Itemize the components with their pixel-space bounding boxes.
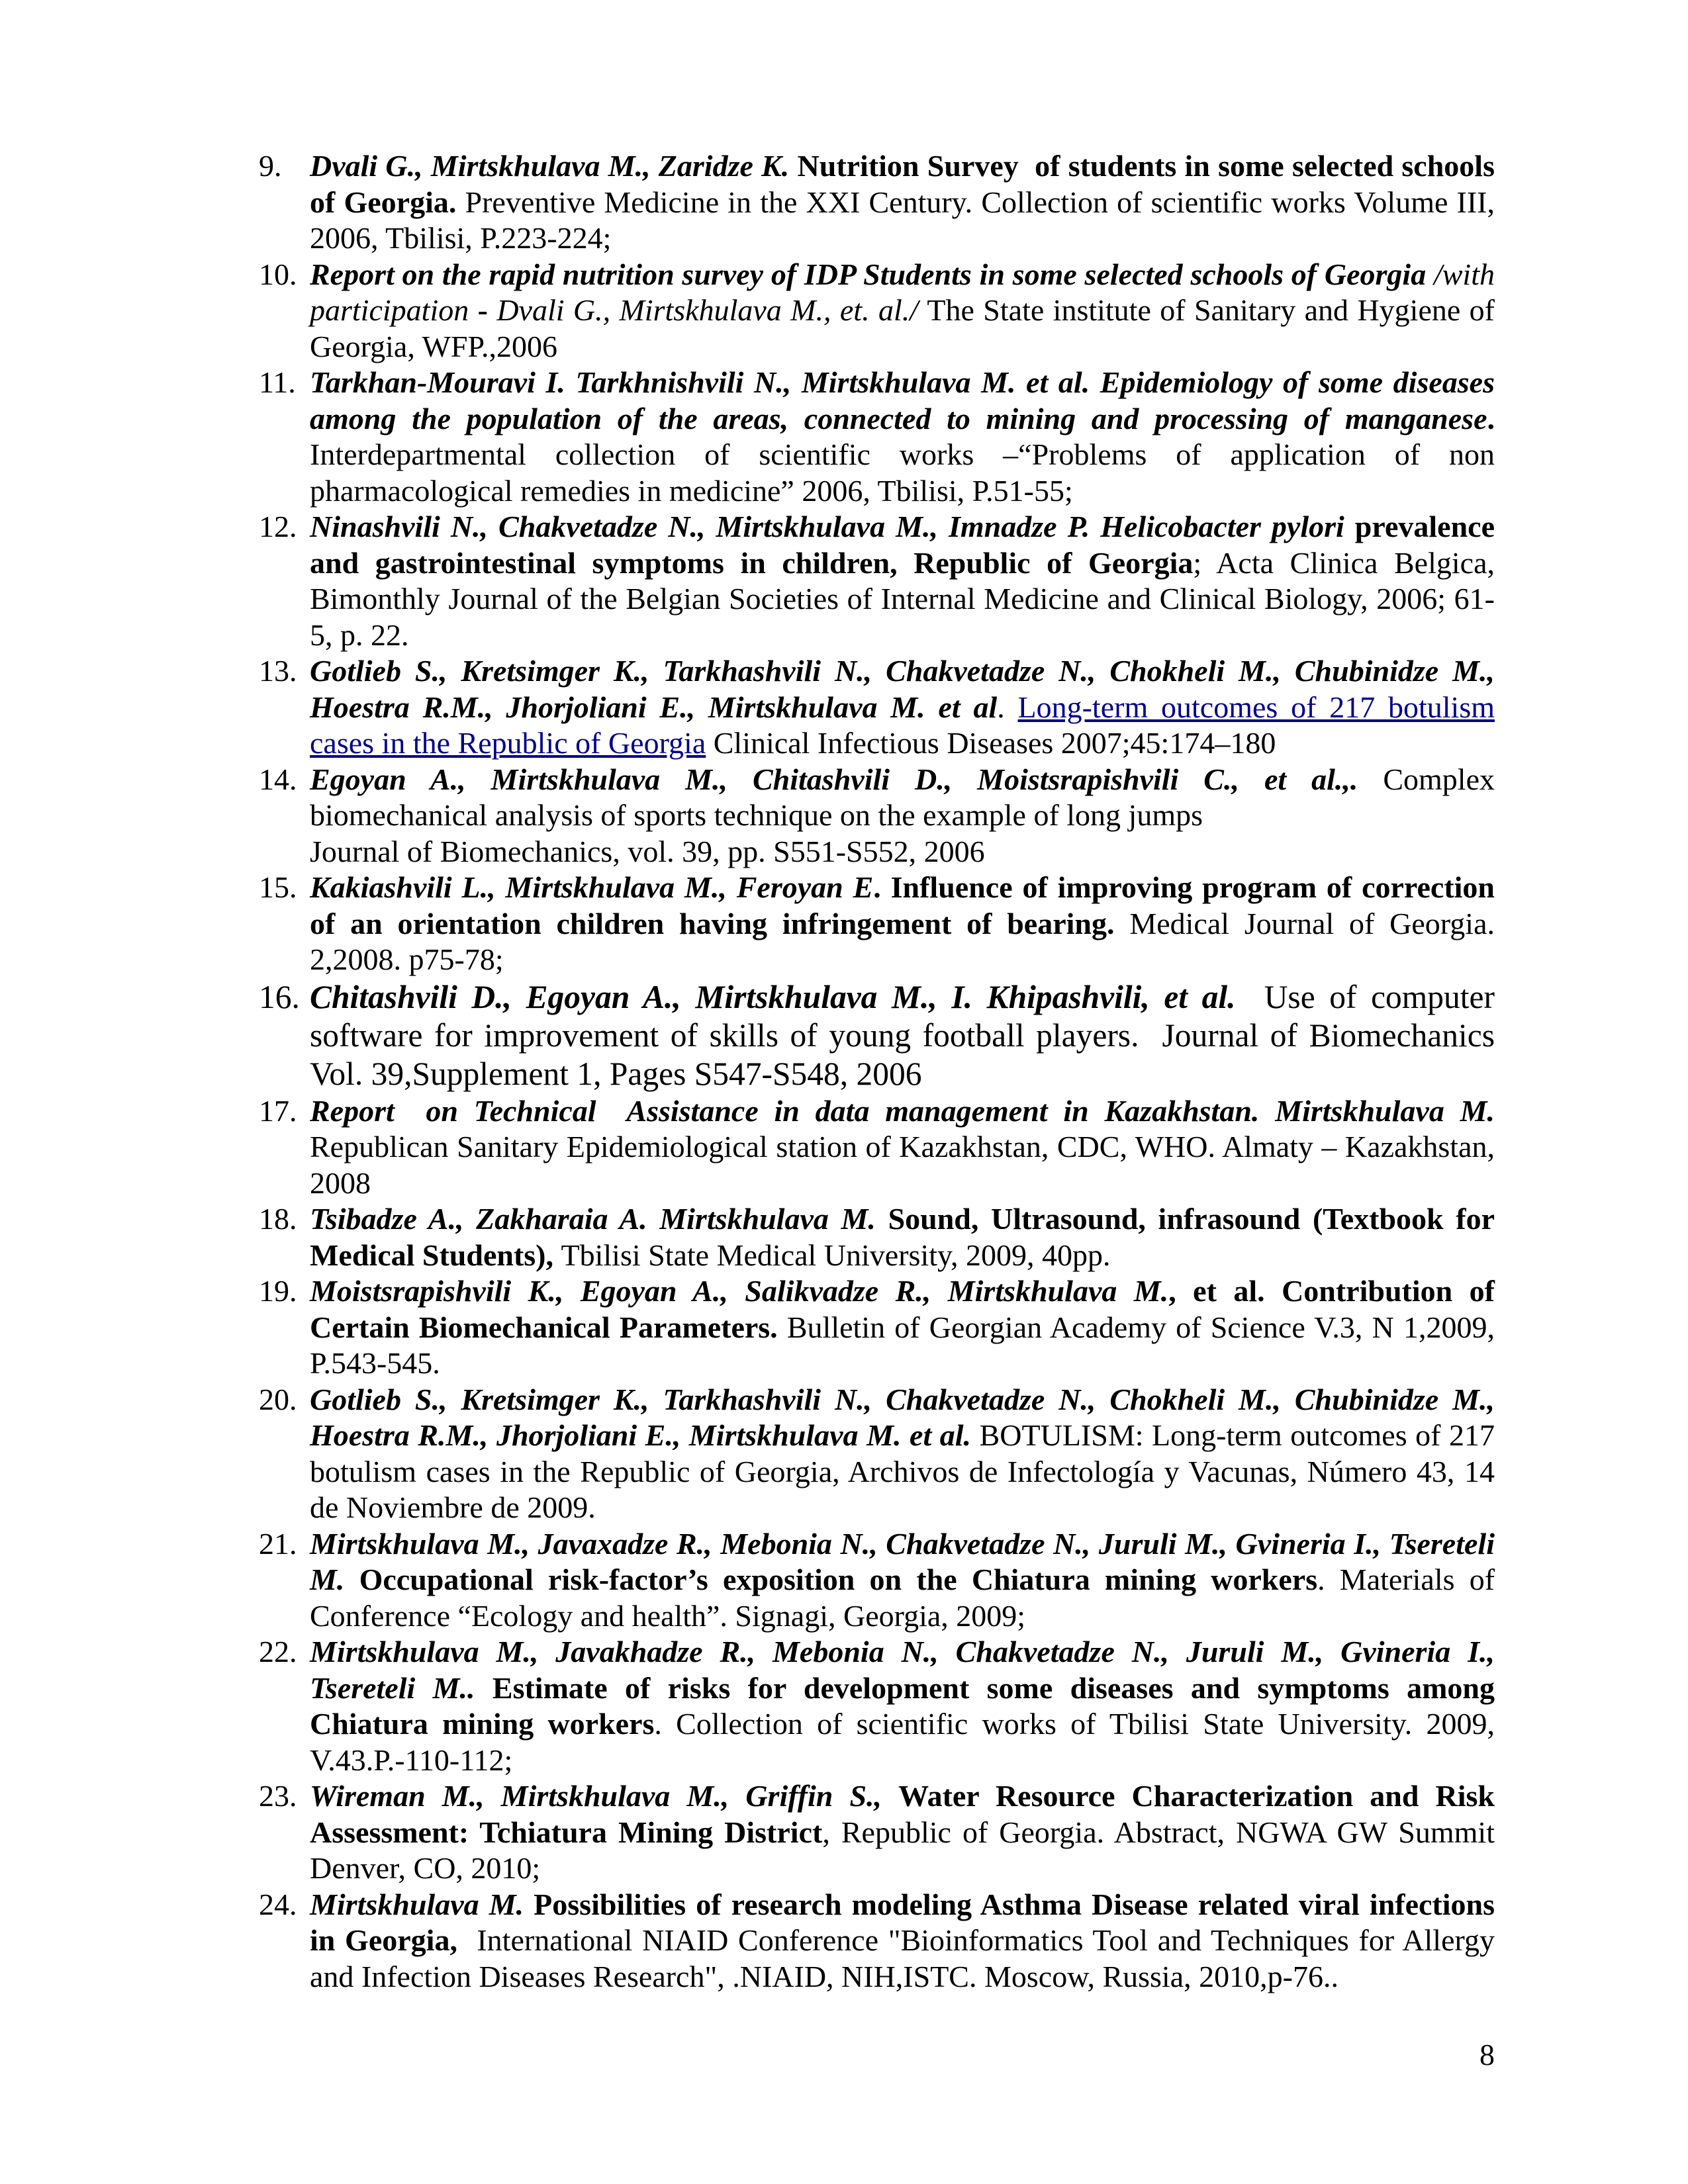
- text-segment: , et al. Contribution of Certain Biomechanical Parameters.: [310, 1274, 1495, 1344]
- text-segment: Nutrition Survey of students in some selected schools of Georgia.: [310, 149, 1495, 219]
- text-segment: Complex biomechanical analysis of sports technique on the example of long jumps: [310, 762, 1495, 832]
- text-segment: BOTULISM: Long-term outcomes of 217 botulism cases in the Republic of Georgia, Archivos de Infectología y Vacunas, Número 43, 14 de Noviembre de 2009.: [310, 1418, 1495, 1524]
- reference-item: [259, 653, 1495, 762]
- item-number: 11.: [259, 365, 296, 399]
- text-segment: Dvali G., Mirtskhulava M., Zaridze K.: [310, 149, 798, 183]
- text-segment: Tsibadze A., Zakharaia A. Mirtskhulava M.: [310, 1202, 888, 1236]
- reference-text: [310, 1274, 1495, 1380]
- reference-item: [259, 1778, 1495, 1887]
- text-segment: , Republic of Georgia. Abstract, NGWA GW Summit Denver, CO, 2010;: [310, 1815, 1495, 1885]
- text-segment: Medical Journal of Georgia. 2,2008. p75-78;: [310, 906, 1495, 976]
- text-segment: . Collection of scientific works of Tbilisi State University. 2009, V.43.P.-110-112;: [310, 1707, 1495, 1777]
- text-segment: /with participation: [310, 257, 1495, 327]
- text-segment: Tarkhan-Mouravi I. Tarkhnishvili N., Mirtskhulava M. et al. Epidemiology of some diseases among the population of the areas, connected to mining and processing of manganese: [310, 365, 1495, 435]
- reference-item: [259, 148, 1495, 257]
- item-number: 18.: [259, 1202, 297, 1236]
- item-number: 20.: [259, 1382, 297, 1416]
- reference-link[interactable]: Long-term outcomes of 217 botulism cases in the Republic of Georgia: [310, 690, 1495, 760]
- reference-item: [259, 1093, 1495, 1202]
- text-segment: Sound, Ultrasound, infrasound (Textbook for Medical Students),: [310, 1202, 1495, 1272]
- text-segment: Interdepartmental collection of scientific works –“Problems of application of non pharmacological remedies in medicine” 2006, Tbilisi, P.51-55;: [310, 437, 1495, 508]
- reference-item: [259, 1273, 1495, 1382]
- text-segment: The State institute of Sanitary and Hygiene of Georgia, WFP.,2006: [310, 293, 1495, 363]
- text-segment: ; Acta Clinica Belgica, Bimonthly Journal of the Belgian Societies of Internal Medicine and Clinical Biology, 2006; 61-5, p. 22.: [310, 545, 1495, 652]
- text-segment: Clinical Infectious Diseases 2007;45:174–180: [706, 726, 1276, 760]
- text-segment: -: [477, 293, 497, 327]
- item-number: 12.: [259, 510, 297, 543]
- text-segment: Report on the rapid nutrition survey of IDP Students in some selected schools of Georgia: [310, 257, 1434, 291]
- text-segment: . Materials of Conference “Ecology and health”. Signagi, Georgia, 2009;: [310, 1563, 1495, 1633]
- item-number: 23.: [259, 1779, 297, 1813]
- reference-text: [310, 979, 1495, 1092]
- reference-text: [310, 654, 1495, 760]
- text-segment: Report on Technical Assistance in data management in Kazakhstan. Mirtskhulava M.: [310, 1093, 1495, 1128]
- item-number: 14.: [259, 762, 297, 796]
- text-segment: Possibilities of research modeling Asthma Disease related viral infections in Georgia,: [310, 1887, 1495, 1957]
- text-segment: Ninashvili N., Chakvetadze N., Mirtskhulava M., Imnadze P. Helicobacter pylori: [310, 510, 1355, 543]
- text-segment: Water Resource Characterization and Risk Assessment: Tchiatura Mining District: [310, 1779, 1495, 1849]
- item-number: 21.: [259, 1526, 297, 1561]
- publication-list: [259, 148, 1495, 1995]
- reference-item: [259, 978, 1495, 1093]
- reference-text: [310, 149, 1495, 255]
- reference-text: [310, 1888, 1495, 1993]
- text-segment: . Influence of improving program of correction of an orientation children having infringement of bearing.: [310, 870, 1495, 940]
- text-segment: Journal of Biomechanics, vol. 39, pp. S551-S552, 2006: [310, 834, 985, 868]
- item-number: 16.: [259, 978, 300, 1015]
- text-segment: .: [997, 690, 1018, 724]
- reference-item: [259, 1887, 1495, 1995]
- text-segment: Moistsrapishvili K., Egoyan A., Salikvadze R., Mirtskhulava M.: [310, 1274, 1169, 1308]
- text-segment: Egoyan A., Mirtskhulava M., Chitashvili D., Moistsrapishvili C., et al.,.: [310, 762, 1383, 796]
- item-number: 19.: [259, 1274, 297, 1308]
- text-segment: Mirtskhulava M.: [310, 1887, 534, 1921]
- text-segment: Mirtskhulava M., Javakhadze R., Mebonia N., Chakvetadze N., Juruli M., Gvineria I., Tsereteli M..: [310, 1635, 1495, 1705]
- item-number: 10.: [259, 257, 297, 291]
- reference-item: [259, 365, 1495, 509]
- text-segment: International NIAID Conference "Bioinformatics Tool and Techniques for Allergy and Infection Diseases Research", .NIAID, NIH,ISTC. Moscow, Russia, 2010,p-76..: [310, 1923, 1495, 1993]
- text-segment: Republican Sanitary Epidemiological station of Kazakhstan, CDC, WHO. Almaty – Kazakhstan, 2008: [310, 1130, 1495, 1200]
- item-number: 17.: [259, 1093, 297, 1128]
- text-segment: Gotlieb S., Kretsimger K., Tarkhashvili N., Chakvetadze N., Chokheli M., Chubinidze M., Hoestra R.M., Jhorjoliani E., Mirtskhulava M. et al.: [310, 1382, 1495, 1452]
- reference-item: [259, 870, 1495, 978]
- reference-item: [259, 509, 1495, 653]
- text-segment: Estimate of risks for development some diseases and symptoms among Chiatura mining workers: [310, 1670, 1495, 1741]
- reference-item: [259, 762, 1495, 870]
- reference-text: [310, 365, 1495, 508]
- reference-text: [310, 1635, 1495, 1777]
- text-segment: Chitashvili D., Egoyan A., Mirtskhulava M., I. Khipashvili, et al.: [310, 978, 1250, 1015]
- text-segment: prevalence and gastrointestinal symptoms in children, Republic of Georgia: [310, 510, 1495, 580]
- text-segment: Gotlieb S., Kretsimger K., Tarkhashvili N., Chakvetadze N., Chokheli M., Chubinidze M., Hoestra R.M., Jhorjoliani E., Mirtskhulava M. et al: [310, 654, 1495, 724]
- reference-item: [259, 1526, 1495, 1635]
- reference-text: [310, 762, 1495, 868]
- item-number: 15.: [259, 870, 297, 904]
- reference-item: [259, 1382, 1495, 1526]
- text-segment: Kakiashvili L., Mirtskhulava M., Feroyan E: [310, 870, 874, 904]
- reference-text: [310, 1779, 1495, 1885]
- item-number: 24.: [259, 1887, 297, 1921]
- reference-item: [259, 257, 1495, 365]
- text-segment: Tbilisi State Medical University, 2009, 40pp.: [561, 1238, 1111, 1272]
- reference-text: [310, 1202, 1495, 1272]
- text-segment: Dvali G., Mirtskhulava M., et. al./: [496, 293, 927, 327]
- item-number: 13.: [259, 654, 297, 688]
- page-number: 8: [1479, 2038, 1495, 2071]
- reference-text: [310, 1383, 1495, 1525]
- text-segment: Wireman M., Mirtskhulava M., Griffin S.,: [310, 1779, 899, 1813]
- text-segment: Bulletin of Georgian Academy of Science V.3, N 1,2009, P.543-545.: [310, 1310, 1495, 1380]
- text-segment: .: [1487, 401, 1495, 435]
- reference-text: [310, 257, 1495, 363]
- item-number: 22.: [259, 1635, 297, 1668]
- text-segment: Occupational risk-factor’s exposition on the Chiatura mining workers: [359, 1563, 1318, 1596]
- text-segment: Use of computer software for improvement of skills of young football players. Journal of Biomechanics Vol. 39,Supplement 1, Pages S547-S548, 2006: [310, 978, 1495, 1092]
- item-number: 9.: [259, 149, 282, 183]
- reference-item: [259, 1201, 1495, 1273]
- reference-text: [310, 510, 1495, 652]
- text-segment: Mirtskhulava M., Javaxadze R., Mebonia N., Chakvetadze N., Juruli M., Gvineria I., Tsereteli M.: [310, 1526, 1495, 1596]
- reference-item: [259, 1634, 1495, 1778]
- text-segment: Preventive Medicine in the XXI Century. Collection of scientific works Volume III, 2006, Tbilisi, P.223-224;: [310, 185, 1495, 255]
- reference-text: [310, 1094, 1495, 1200]
- reference-text: [310, 870, 1495, 976]
- reference-text: [310, 1527, 1495, 1633]
